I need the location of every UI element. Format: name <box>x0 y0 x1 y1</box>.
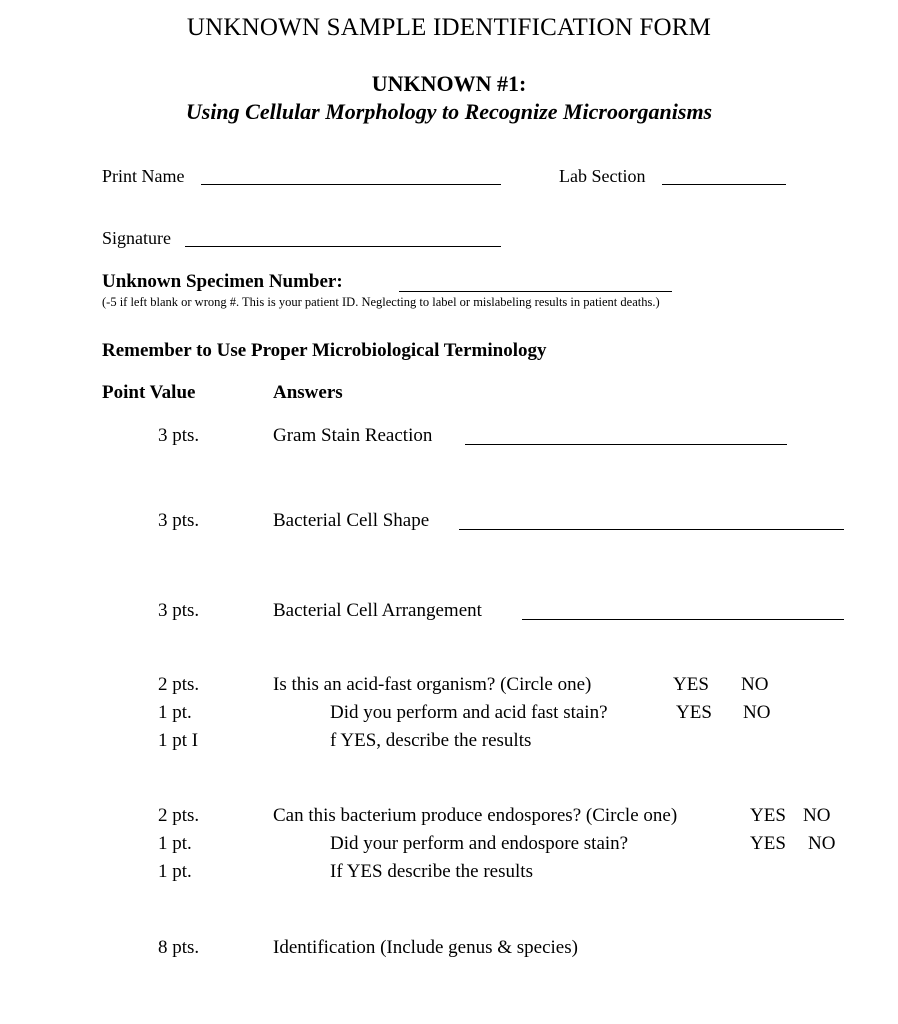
question-points: 3 pts. <box>158 600 200 621</box>
signature-label: Signature <box>102 228 171 248</box>
answers-header: Answers <box>273 382 343 403</box>
form-subtitle: Using Cellular Morphology to Recognize Microorganisms <box>185 99 713 124</box>
gram-stain-field[interactable] <box>465 444 787 445</box>
lab-section-field[interactable] <box>662 184 786 185</box>
cell-arrangement-label: Bacterial Cell Arrangement <box>273 600 482 621</box>
question-points: 2 pts. <box>158 674 200 695</box>
lab-section-label: Lab Section <box>559 166 646 186</box>
gram-stain-label: Gram Stain Reaction <box>273 425 433 446</box>
form-title: UNKNOWN SAMPLE IDENTIFICATION FORM <box>186 14 712 41</box>
signature-field[interactable] <box>185 246 501 247</box>
acid-fast-results-label: f YES, describe the results <box>330 730 532 751</box>
question-points: 1 pt. <box>158 702 192 723</box>
endospore-yes[interactable]: YES <box>750 805 786 826</box>
question-points: 1 pt. <box>158 833 192 854</box>
endospore-question: Can this bacterium produce endospores? (Circle one) <box>273 805 678 826</box>
acid-fast-stain-yes[interactable]: YES <box>676 702 712 723</box>
endospore-stain-no[interactable]: NO <box>808 833 836 854</box>
print-name-label: Print Name <box>102 166 185 186</box>
endospore-stain-question: Did your perform and endospore stain? <box>330 833 629 854</box>
endospore-no[interactable]: NO <box>803 805 831 826</box>
question-points: 1 pt. <box>158 861 192 882</box>
specimen-number-label: Unknown Specimen Number: <box>102 271 343 292</box>
cell-shape-label: Bacterial Cell Shape <box>273 510 430 531</box>
point-value-header: Point Value <box>102 382 196 403</box>
cell-shape-field[interactable] <box>459 529 844 530</box>
specimen-number-field[interactable] <box>399 291 672 292</box>
endospore-results-label: If YES describe the results <box>330 861 533 882</box>
question-points: 8 pts. <box>158 937 200 958</box>
specimen-note: (-5 if left blank or wrong #. This is your patient ID. Neglecting to label or mislabeling results in patient deaths.) <box>102 295 660 309</box>
unknown-heading: UNKNOWN #1: <box>371 71 527 96</box>
terminology-reminder: Remember to Use Proper Microbiological Terminology <box>102 340 547 361</box>
question-points: 3 pts. <box>158 510 200 531</box>
identification-label: Identification (Include genus & species) <box>273 937 578 958</box>
cell-arrangement-field[interactable] <box>522 619 844 620</box>
endospore-stain-yes[interactable]: YES <box>750 833 786 854</box>
acid-fast-no[interactable]: NO <box>741 674 769 695</box>
acid-fast-stain-no[interactable]: NO <box>743 702 771 723</box>
question-points: 1 pt I <box>158 730 199 751</box>
question-points: 2 pts. <box>158 805 200 826</box>
acid-fast-question: Is this an acid-fast organism? (Circle one) <box>273 674 592 695</box>
question-points: 3 pts. <box>158 425 200 446</box>
print-name-field[interactable] <box>201 184 501 185</box>
acid-fast-stain-question: Did you perform and acid fast stain? <box>330 702 608 723</box>
acid-fast-yes[interactable]: YES <box>673 674 709 695</box>
